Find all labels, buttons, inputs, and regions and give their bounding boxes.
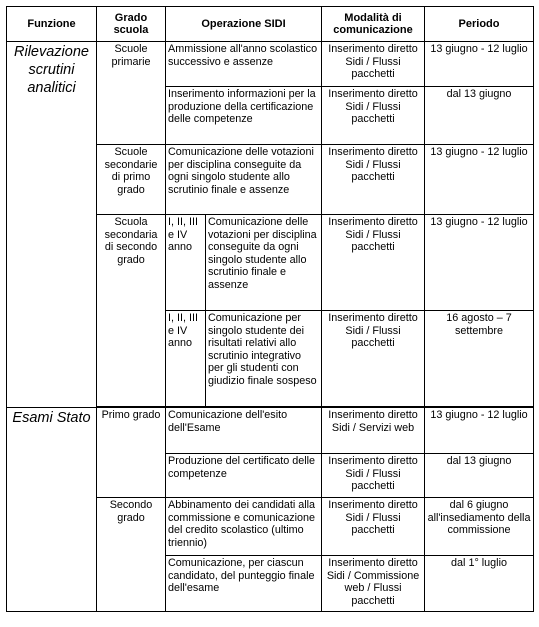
operazione-cell: Inserimento informazioni per la produzione della certificazione delle competenze — [166, 87, 322, 145]
periodo-cell: 16 agosto – 7 settembre — [425, 311, 534, 407]
grado-secondo-grado-esami: Secondo grado — [97, 498, 166, 612]
operazione-cell: Comunicazione delle votazioni per disciplina conseguite da ogni singolo studente allo scrutinio finale e assenze — [166, 145, 322, 215]
classi-cell: I, II, III e IV anno — [166, 215, 206, 311]
modalita-cell: Inserimento diretto Sidi / Flussi pacchetti — [322, 145, 425, 215]
header-periodo: Periodo — [425, 7, 534, 42]
operazione-cell: Ammissione all'anno scolastico successivo e assenze — [166, 42, 322, 87]
periodo-cell: dal 1° luglio — [425, 556, 534, 612]
modalita-cell: Inserimento diretto Sidi / Flussi pacchetti — [322, 215, 425, 311]
periodo-cell: 13 giugno - 12 luglio — [425, 215, 534, 311]
grado-primarie: Scuole primarie — [97, 42, 166, 145]
header-row — [7, 7, 534, 42]
operazione-cell: Comunicazione dell'esito dell'Esame — [166, 408, 322, 454]
classi-cell: I, II, III e IV anno — [166, 311, 206, 407]
grado-secondo-grado: Scuola secondaria di secondo grado — [97, 215, 166, 407]
table-row — [7, 408, 534, 454]
table-row — [7, 42, 534, 87]
funzione-esami: Esami Stato — [7, 408, 97, 612]
modalita-cell: Inserimento diretto Sidi / Flussi pacchetti — [322, 311, 425, 407]
funzione-rilevazione: Rilevazione scrutini analitici — [7, 42, 97, 408]
periodo-cell: dal 13 giugno — [425, 454, 534, 498]
header-funzione: Funzione — [7, 7, 97, 42]
modalita-cell: Inserimento diretto Sidi / Flussi pacchetti — [322, 454, 425, 498]
header-grado: Grado scuola — [97, 7, 166, 42]
periodo-cell: dal 6 giugno all'insediamento della commissione — [425, 498, 534, 556]
periodo-cell: dal 13 giugno — [425, 87, 534, 145]
modalita-cell: Inserimento diretto Sidi / Flussi pacchetti — [322, 42, 425, 87]
operazione-cell: Produzione del certificato delle competenze — [166, 454, 322, 498]
periodo-cell: 13 giugno - 12 luglio — [425, 408, 534, 454]
header-modalita: Modalità di comunicazione — [322, 7, 425, 42]
operazione-cell: Abbinamento dei candidati alla commissione e comunicazione del credito scolastico (ultimo triennio) — [166, 498, 322, 556]
periodo-cell: 13 giugno - 12 luglio — [425, 145, 534, 215]
modalita-cell: Inserimento diretto Sidi / Commissione web / Flussi pacchetti — [322, 556, 425, 612]
schedule-table — [6, 6, 534, 612]
modalita-cell: Inserimento diretto Sidi / Flussi pacchetti — [322, 498, 425, 556]
header-operazione: Operazione SIDI — [166, 7, 322, 42]
periodo-cell: 13 giugno - 12 luglio — [425, 42, 534, 87]
modalita-cell: Inserimento diretto Sidi / Flussi pacchetti — [322, 87, 425, 145]
operazione-cell: Comunicazione delle votazioni per disciplina conseguite da ogni singolo studente allo scrutinio finale e assenze — [206, 215, 322, 311]
operazione-cell: Comunicazione, per ciascun candidato, del punteggio finale dell'esame — [166, 556, 322, 612]
grado-primo-grado: Scuole secondarie di primo grado — [97, 145, 166, 215]
operazione-cell: Comunicazione per singolo studente dei risultati relativi allo scrutinio integrativo per gli studenti con giudizio finale sospeso — [206, 311, 322, 407]
grado-primo-grado-esami: Primo grado — [97, 408, 166, 498]
modalita-cell: Inserimento diretto Sidi / Servizi web — [322, 408, 425, 454]
